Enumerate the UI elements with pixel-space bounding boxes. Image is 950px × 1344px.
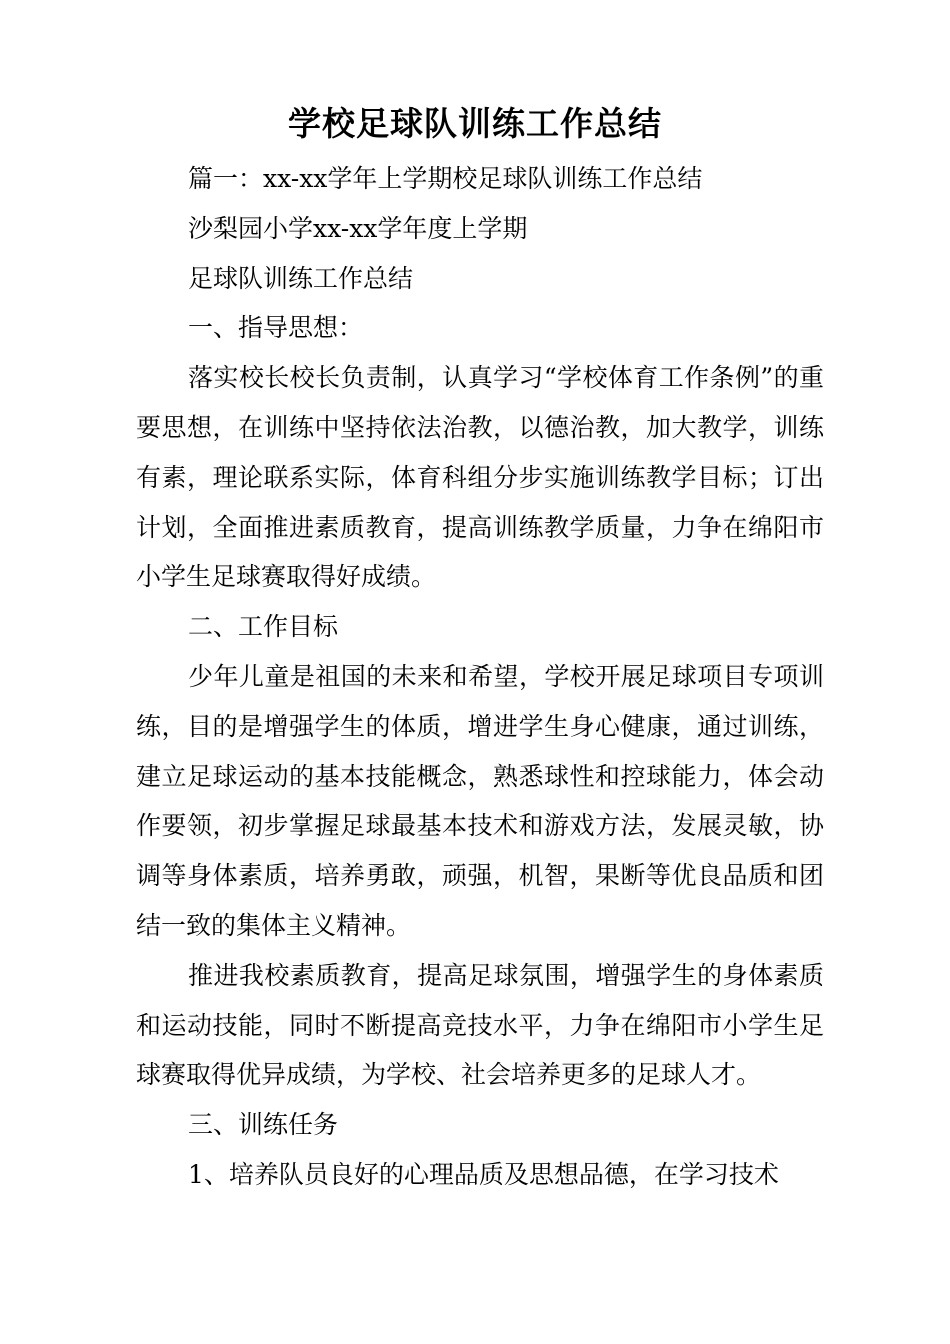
section-heading-training-tasks: 三、训练任务 (188, 1110, 339, 1140)
paragraph-school-term: 沙梨园小学xx-xx学年度上学期 (188, 213, 528, 243)
section-heading-work-goals: 二、工作目标 (188, 612, 339, 642)
paragraph-work-goals-1: 少年儿童是祖国的未来和希望，学校开展足球项目专项训练，目的是增强学生的体质，增进学生身心健康，通过训练，建立足球运动的基本技能概念，熟悉球性和控球能力，体会动作要领，初步掌握足球最基本技术和游戏方法，发展灵敏，协调等身体素质，培养勇敢，顽强，机智，果断等优良品质和团结一致的集体主义精神。 (136, 661, 824, 940)
paragraph-summary-heading: 足球队训练工作总结 (188, 263, 414, 293)
document-body (136, 154, 824, 1200)
paragraph-work-goals-2: 推进我校素质教育，提高足球氛围，增强学生的身体素质和运动技能，同时不断提高竞技水平，力争在绵阳市小学生足球赛取得优异成绩，为学校、社会培养更多的足球人才。 (136, 960, 824, 1090)
section-heading-guiding-thought: 一、指导思想： (188, 313, 364, 343)
paragraph-training-task-1: 1、培养队员良好的心理品质及思想品德，在学习技术 (188, 1159, 779, 1189)
paragraph-subtitle: 篇一：xx-xx学年上学期校足球队训练工作总结 (188, 164, 703, 193)
document-title: 学校足球队训练工作总结 (288, 104, 662, 143)
paragraph-guiding-thought: 落实校长校长负责制，认真学习“学校体育工作条例”的重要思想，在训练中坚持依法治教，以德治教，加大教学，训练有素，理论联系实际，体育科组分步实施训练教学目标；订出计划，全面推进素质教育，提高训练教学质量，力争在绵阳市小学生足球赛取得好成绩。 (136, 363, 824, 592)
